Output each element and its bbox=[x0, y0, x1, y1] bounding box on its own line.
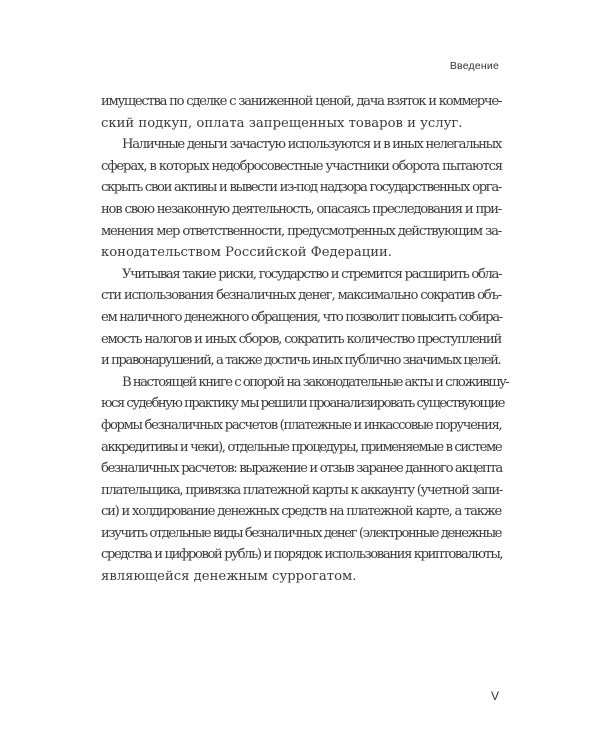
text-line: сферах, в которых недобросовестные участники оборота пытаются bbox=[101, 158, 502, 174]
text-line: ский подкуп, оплата запрещенных товаров и услуг. bbox=[101, 115, 463, 131]
text-line: сти использования безналичных денег, максимально сократив объ- bbox=[101, 288, 501, 304]
page-number: V bbox=[490, 689, 499, 703]
text-line: и правонарушений, а также достичь иных публично значимых целей. bbox=[101, 353, 501, 369]
text-line: си) и холдирование денежных средств на платежной карте, а также bbox=[101, 504, 501, 520]
text-line: Наличные деньги зачастую используются и в иных нелегальных bbox=[122, 137, 501, 153]
text-line: являющейся денежным суррогатом. bbox=[101, 569, 357, 585]
text-line: формы безналичных расчетов (платежные и инкассовые поручения, bbox=[101, 417, 502, 433]
text-line: безналичных расчетов: выражение и отзыв заранее данного акцепта bbox=[101, 461, 502, 477]
text-line: аккредитивы и чеки), отдельные процедуры, применяемые в системе bbox=[101, 439, 502, 455]
text-line: ем наличного денежного обращения, что позволит повысить собира- bbox=[101, 309, 502, 325]
text-line: средства и цифровой рубль) и порядок использования криптовалюты, bbox=[101, 547, 503, 563]
text-line: юся судебную практику мы решили проанализировать существующие bbox=[101, 396, 504, 412]
body-text bbox=[101, 91, 509, 588]
text-line: имущества по сделке с заниженной ценой, дача взяток и коммерче- bbox=[101, 94, 501, 109]
text-line: менения мер ответственности, предусмотренных действующим за- bbox=[101, 223, 501, 239]
text-line: В настоящей книге с опорой на законодательные акты и сложившу- bbox=[122, 374, 509, 390]
text-line: изучить отдельные виды безналичных денег (электронные денежные bbox=[101, 525, 501, 541]
text-line: нов свою незаконную деятельность, опасаясь преследования и при- bbox=[101, 201, 501, 217]
text-line: Учитывая такие риски, государство и стремится расширить обла- bbox=[122, 266, 501, 282]
text-line: скрыть свои активы и вывести из-под надзора государственных орга- bbox=[101, 180, 501, 196]
text-line: плательщика, привязка платежной карты к аккаунту (учетной запи- bbox=[101, 482, 503, 498]
running-header: Введение bbox=[449, 60, 499, 72]
text-line: емость налогов и иных сборов, сократить количество преступлений bbox=[101, 331, 501, 347]
text-line: конодательством Российской Федерации. bbox=[101, 245, 392, 261]
